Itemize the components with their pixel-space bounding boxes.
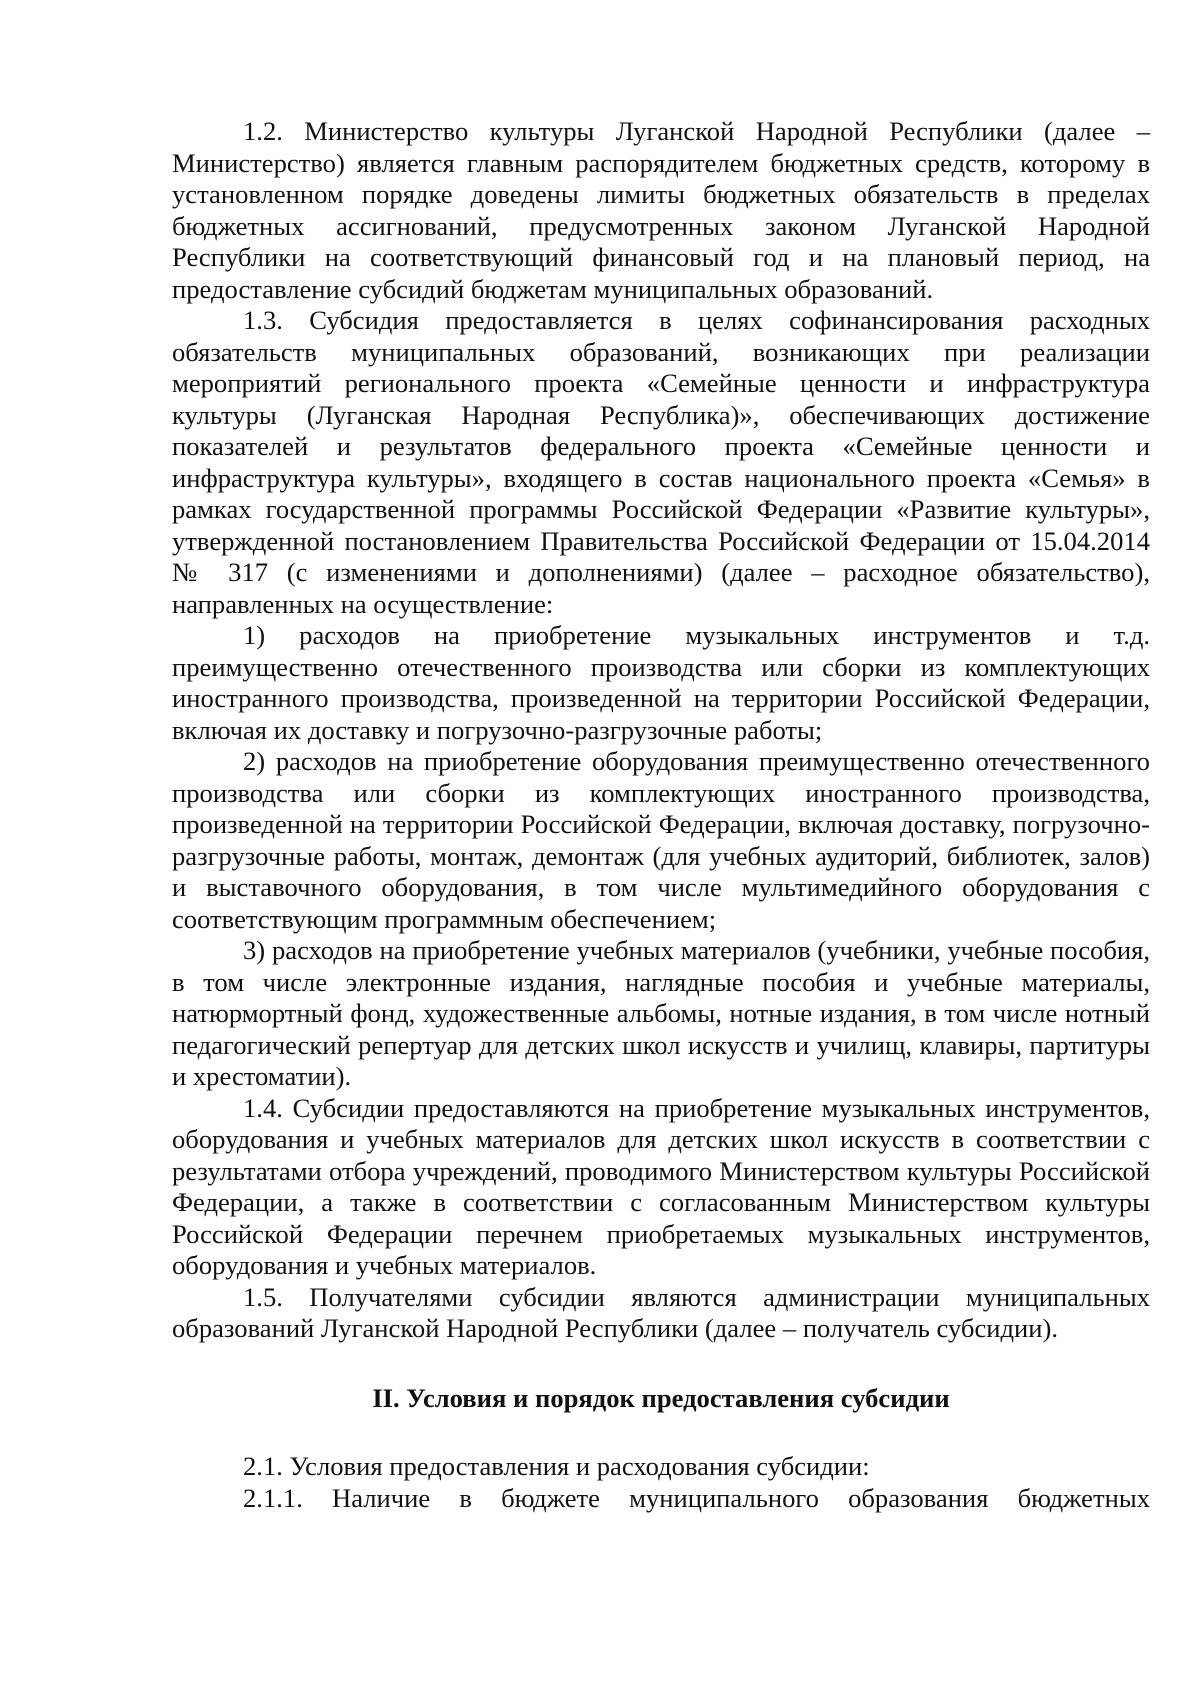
list-item-1 xyxy=(172,620,1150,746)
list-item-text: расходов на приобретение музыкальных инструментов и т.д. преимущественно отечественного производства или сборки из комплектующих иностранного производства, произведенной на территории Российской Федерации, включая их доставку и погрузочно-разгрузочные работы; xyxy=(172,620,1150,745)
paragraph-number: 2.1.1. xyxy=(243,1482,303,1513)
paragraph-1-2 xyxy=(172,116,1150,305)
paragraph-text: Субсидия предоставляется в целях софинансирования расходных обязательств муниципальных образований, возникающих при реализации мероприятий регионального проекта «Семейные ценности и инфраструктура культуры (Луганская Народная Республика)», обеспечивающих достижение показателей и результатов федерального проекта «Семейные ценности и инфраструктура культуры», входящего в состав национального проекта «Семья» в рамках государственной программы Российской Федерации «Развитие культуры», утвержденной постановлением Правительства Российской Федерации от 15.04.2014 № 317 (с изменениями и дополнениями) (далее – расходное обязательство), направленных на осуществление: xyxy=(172,305,1150,619)
list-item-text: расходов на приобретение учебных материалов (учебники, учебные пособия, в том числе электронные издания, наглядные пособия и учебные материалы, натюрмортный фонд, художественные альбомы, нотные издания, в том числе нотный педагогический репертуар для детских школ искусств и училищ, клавиры, партитуры и хрестоматии). xyxy=(172,935,1150,1091)
paragraph-1-4 xyxy=(172,1093,1150,1282)
paragraph-1-5 xyxy=(172,1282,1150,1345)
paragraph-2-1 xyxy=(172,1451,1150,1483)
paragraph-number: 1.2. xyxy=(243,116,283,146)
paragraph-text: Условия предоставления и расходования субсидии: xyxy=(289,1451,870,1481)
paragraph-text: Получателями субсидии являются администрации муниципальных образований Луганской Народной Республики (далее – получатель субсидии). xyxy=(172,1281,1150,1343)
list-item-number: 3) xyxy=(243,935,266,965)
list-item-2 xyxy=(172,746,1150,935)
paragraph-text: Министерство культуры Луганской Народной Республики (далее – Министерство) является главным распорядителем бюджетных средств, которому в установленном порядке доведены лимиты бюджетных обязательств в пределах бюджетных ассигнований, предусмотренных законом Луганской Народной Республики на соответствующий финансовый год и на плановый период, на предоставление субсидий бюджетам муниципальных образований. xyxy=(172,116,1150,304)
list-item-text: расходов на приобретение оборудования преимущественно отечественного производства или сборки из комплектующих иностранного производства, произведенной на территории Российской Федерации, включая доставку, погрузочно-разгрузочные работы, монтаж, демонтаж (для учебных аудиторий, библиотек, залов) и выставочного оборудования, в том числе мультимедийного оборудования с соответствующим программным обеспечением; xyxy=(172,746,1150,934)
list-item-number: 1) xyxy=(243,620,266,650)
paragraph-text: Субсидии предоставляются на приобретение музыкальных инструментов, оборудования и учебных материалов для детских школ искусств в соответствии с результатами отбора учреждений, проводимого Министерством культуры Российской Федерации, а также в соответствии с согласованным Министерством культуры Российской Федерации перечнем приобретаемых музыкальных инструментов, оборудования и учебных материалов. xyxy=(172,1092,1150,1280)
paragraph-2-1-1 xyxy=(172,1483,1150,1515)
paragraph-1-3 xyxy=(172,305,1150,620)
document-page xyxy=(172,116,1150,1514)
paragraph-number: 1.3. xyxy=(243,305,283,335)
paragraph-number: 1.4. xyxy=(243,1092,283,1123)
paragraph-text: Наличие в бюджете муниципального образования бюджетных xyxy=(332,1482,1150,1513)
list-item-3 xyxy=(172,935,1150,1093)
paragraph-number: 2.1. xyxy=(243,1451,283,1481)
list-item-number: 2) xyxy=(243,746,266,776)
paragraph-number: 1.5. xyxy=(243,1281,283,1312)
section-heading: II. Условия и порядок предоставления субсидии xyxy=(372,1382,950,1413)
